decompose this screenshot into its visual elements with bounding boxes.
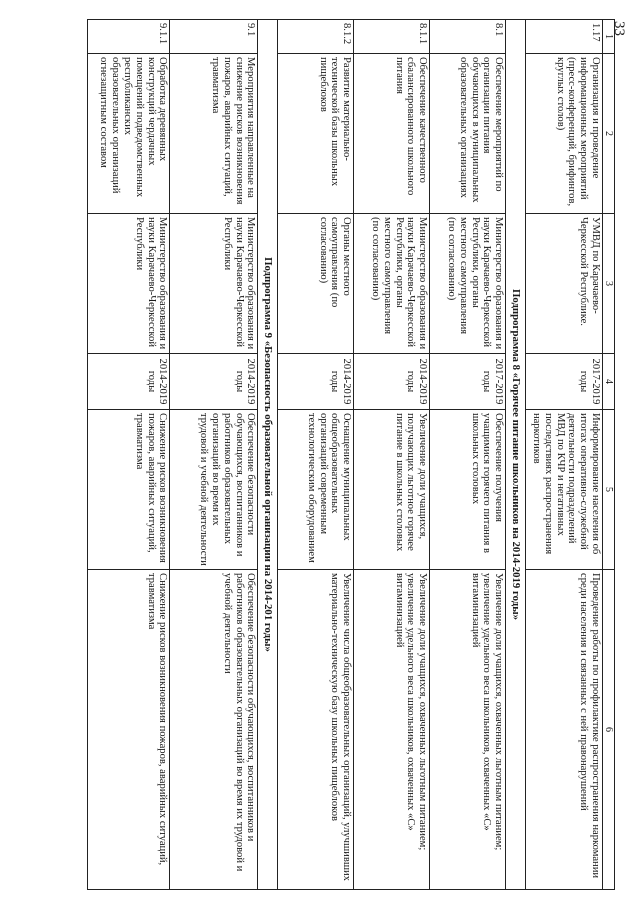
row-number: 8.1.2 — [278, 20, 354, 54]
expected-result: Оснащение муниципальных общеобразовательных организаций современным технологическим оборудованием — [278, 410, 354, 570]
measure-name: Мероприятия направленные на снижение рисков возникновения пожаров, аварийных ситуаций, травматизма — [170, 54, 258, 214]
executor: УМВД по Карачаево-Черкесской Республике. — [526, 214, 603, 354]
measure-name: Обеспечение мероприятий по организации питания обучающихся в муниципальных образовательных организациях — [430, 54, 506, 214]
expected-result: Обеспечение безопасности обучающихся, воспитанников и работников образовательных организаций во время их трудовой и учебной деятельности — [170, 410, 258, 570]
rotated-page-content — [55, 19, 615, 889]
measure-name: Организация и проведение информационных мероприятий (пресс-конференций, брифингов, круглых столов) — [526, 54, 603, 214]
link-to-indicators: Проведение работы по профилактике распространения наркомании среди населения и связанных с ней правонарушений — [526, 570, 603, 890]
column-number: 6 — [603, 570, 615, 890]
expected-result: Увеличение доли учащихся, получающих льготное горячее питание в школьных столовых — [354, 410, 430, 570]
table-row — [354, 20, 430, 890]
program-measures-table — [87, 19, 615, 890]
measure-name: Обеспечение качественного сбалансированного школьного питания — [354, 54, 430, 214]
row-number: 1.17 — [526, 20, 603, 54]
executor: Министерство образования и науки Карачаево-Черкесской Республики — [88, 214, 170, 354]
executor: Министерство образования и науки Карачаево-Черкесской Республики, органы местного самоуправления (по согласованию) — [430, 214, 506, 354]
period: 2014-2019 годы — [170, 354, 258, 410]
period: 2017-2019 годы — [526, 354, 603, 410]
link-to-indicators: Увеличение доли учащихся, охваченных льготным питанием; увеличение удельного веса школьников, охваченных «С» витаминизацией — [430, 570, 506, 890]
expected-result: Обеспечение получения учащимися горячего питания в школьных столовых — [430, 410, 506, 570]
expected-result: Снижение рисков возникновения пожаров, аварийных ситуаций, травматизма — [88, 410, 170, 570]
column-number: 1 — [603, 20, 615, 54]
link-to-indicators: Увеличение доли учащихся, охваченных льготным питанием; увеличение удельного веса школьников, охваченных «С» витаминизацией — [354, 570, 430, 890]
row-number: 8.1.1 — [354, 20, 430, 54]
row-number: 8.1 — [430, 20, 506, 54]
expected-result: Информирование населения об итогах оперативно-служебной деятельности подразделений МВД по КЧР и негативных последствиях распространения наркотиков — [526, 410, 603, 570]
table-row — [430, 20, 506, 890]
column-number-row — [603, 20, 615, 890]
row-number: 9.1.1 — [88, 20, 170, 54]
column-number: 5 — [603, 410, 615, 570]
measure-name: Развитие материально-технической базы школьных пищеблоков — [278, 54, 354, 214]
period: 2014-2019 годы — [88, 354, 170, 410]
table-row — [88, 20, 170, 890]
section-header — [258, 20, 278, 890]
section-title: Подпрограмма 9 «Безопасность образовательной организации на 2014-201 годы» — [258, 20, 278, 890]
table-row — [278, 20, 354, 890]
row-number: 9.1 — [170, 20, 258, 54]
period: 2014-2019 годы — [354, 354, 430, 410]
period: 2014-2019 годы — [278, 354, 354, 410]
column-number: 2 — [603, 54, 615, 214]
link-to-indicators: Снижение рисков возникновения пожаров, аварийных ситуаций, травматизма — [88, 570, 170, 890]
executor: Министерство образования и науки Карачаево-Черкесской Республики, органы местного самоуправления (по согласованию) — [354, 214, 430, 354]
period: 2017-2019 годы — [430, 354, 506, 410]
executor: Органы местного самоуправления (по согласованию) — [278, 214, 354, 354]
column-number: 3 — [603, 214, 615, 354]
column-number: 4 — [603, 354, 615, 410]
section-title: Подпрограмма 8 «Горячее питание школьников на 2014-2019 годы» — [506, 20, 526, 890]
measure-name: Обработка деревянных конструкций чердачных помещений подведомственных республиканских образовательных организаций огнезащитным составом — [88, 54, 170, 214]
link-to-indicators: Обеспечение безопасности обучающихся, воспитанников и работников образовательных организаций во время их трудовой и учебной деятельности — [170, 570, 258, 890]
table-row — [170, 20, 258, 890]
link-to-indicators: Увеличение числа общеобразовательных организаций, улучшивших материально-техническую базу школьных пищеблоков — [278, 570, 354, 890]
section-header — [506, 20, 526, 890]
executor: Министерство образования и науки Карачаево-Черкесской Республики — [170, 214, 258, 354]
table-row — [526, 20, 603, 890]
page-number: 33 — [611, 21, 627, 36]
